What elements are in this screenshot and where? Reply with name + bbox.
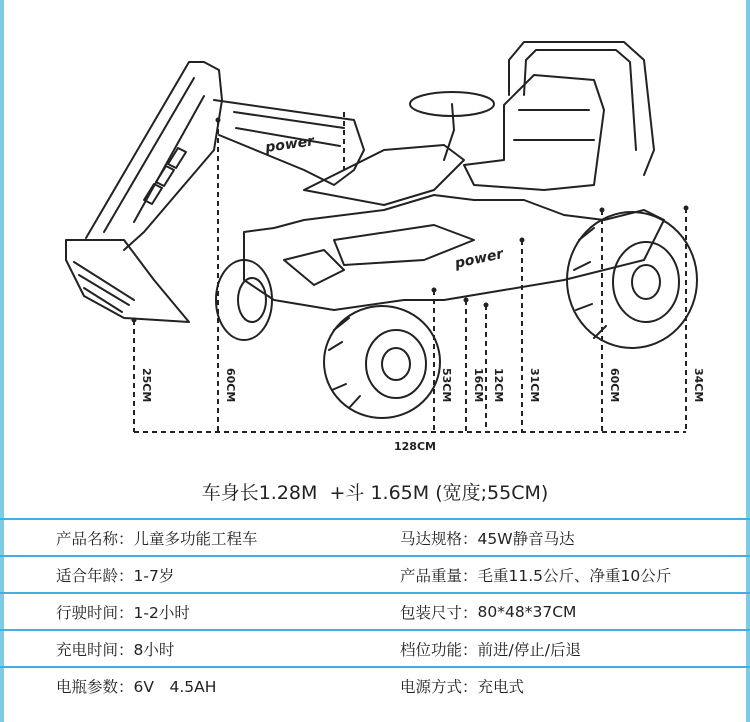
excavator-sketch — [4, 0, 746, 470]
spec-row — [0, 592, 750, 629]
spec-label: 充电时间 — [56, 640, 119, 659]
separator: ： — [462, 677, 478, 696]
size-headline — [0, 478, 750, 505]
spec-label: 电瓶参数 — [56, 677, 119, 696]
dim-label: 53CM — [440, 368, 453, 403]
separator: ： — [462, 529, 478, 548]
spec-row — [0, 666, 750, 703]
spec-label: 产品重量 — [400, 566, 463, 585]
seat — [464, 75, 604, 190]
front-wheel — [324, 306, 440, 418]
body-length: 车身长1.28M — [201, 482, 318, 504]
separator: ： — [118, 603, 134, 622]
spec-label: 马达规格 — [400, 529, 463, 548]
rear-wheel — [567, 212, 697, 348]
excavator-bucket — [66, 240, 189, 322]
spec-value: 6V 4.5AH — [133, 677, 217, 696]
dim-label: 34CM — [692, 368, 705, 403]
spec-label: 电源方式 — [400, 677, 463, 696]
dim-label: 60CM — [608, 368, 621, 403]
spec-label: 包装尺寸 — [400, 603, 463, 622]
spec-row — [0, 518, 750, 555]
spec-value: 1-2小时 — [133, 603, 190, 622]
spec-value: 毛重11.5公斤、净重10公斤 — [477, 566, 672, 585]
roll-bar — [509, 42, 654, 175]
power-logo-body: power — [453, 246, 505, 272]
spec-value: 1-7岁 — [133, 566, 175, 585]
spec-value: 45W静音马达 — [477, 529, 575, 548]
spec-label: 行驶时间 — [56, 603, 119, 622]
separator: ： — [118, 566, 134, 585]
spec-value: 80*48*37CM — [477, 602, 577, 621]
spec-label: 档位功能 — [400, 640, 463, 659]
separator: ： — [462, 640, 478, 659]
spec-label: 适合年龄 — [56, 566, 119, 585]
spec-row — [0, 629, 750, 666]
dim-label: 25CM — [140, 368, 153, 403]
spec-value: 儿童多功能工程车 — [133, 529, 258, 548]
bucket-length: +斗 1.65M — [329, 482, 430, 504]
spec-label: 产品名称 — [56, 529, 119, 548]
dim-label: 16CM — [472, 368, 485, 403]
spec-row — [0, 555, 750, 592]
dim-label: 31CM — [528, 368, 541, 403]
separator: ： — [462, 603, 478, 622]
width: (宽度;55CM) — [435, 482, 549, 504]
separator: ： — [118, 640, 134, 659]
dim-label: 12CM — [492, 368, 505, 403]
separator: ： — [462, 566, 478, 585]
spec-value: 前进/停止/后退 — [477, 640, 581, 659]
separator: ： — [118, 677, 134, 696]
product-line-drawing — [4, 0, 746, 470]
dim-label: 60CM — [224, 368, 237, 403]
excavator-arm — [86, 62, 222, 250]
power-logo-boom: power — [264, 133, 316, 156]
spec-value: 充电式 — [477, 677, 525, 696]
separator: ： — [118, 529, 134, 548]
spec-table — [0, 518, 750, 722]
total-length-label: 128CM — [394, 440, 436, 453]
spec-value: 8小时 — [133, 640, 175, 659]
